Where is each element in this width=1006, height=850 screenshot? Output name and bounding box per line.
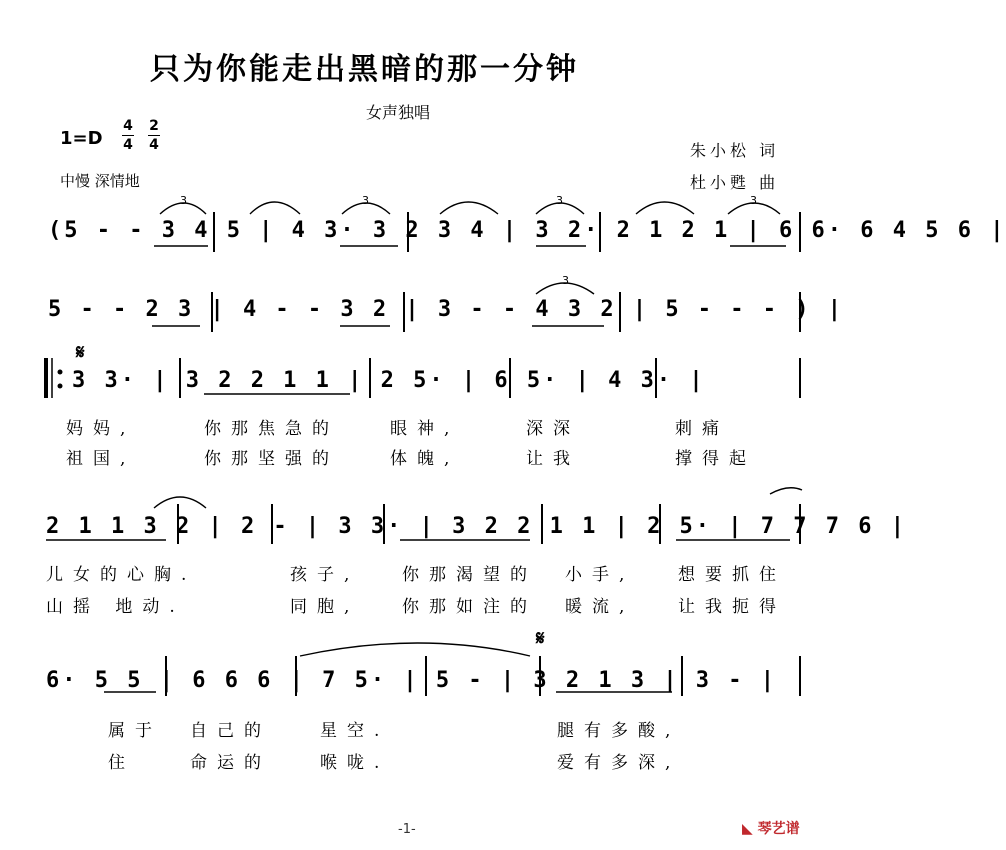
lyric-v1-row3-e: 刺痛 [675,419,729,439]
logo-mark-icon: ◣ [742,821,753,837]
lyric-v1-row5-a: 属于 [108,721,162,741]
lyric-v1-row5-c: 星空. [320,721,390,741]
lyric-v2-row4-e: 让我扼得 [678,597,786,617]
notation-row-4: 2 1 1 3 2 | 2 - | 3 3· | 3 2 2 1 1 | 2 5· | 7 7 7 6 | [46,514,907,539]
tuplet-num-5: 3 [562,274,569,287]
notation-row-1: (5 - - 3 4 5 | 4 3· 3 2 3 4 | 3 2· 2 1 2 1 | 6 6· 6 4 5 6 | [48,218,1006,243]
lyric-v1-row3-d: 深深 [526,419,580,439]
lyric-v2-row4-b: 同胞, [290,597,360,617]
lyric-v1-row4-d: 小手, [565,565,635,585]
logo-text: 琴艺谱 [757,821,800,837]
tuplet-num-2: 3 [362,194,369,207]
meter-a-numerator: 4 [123,118,133,134]
tuplet-num-1: 3 [180,194,187,207]
notation-row-3: 3 3· | 3 2 2 1 1 | 2 5· | 6 5· | 4 3· | [72,368,706,393]
repeat-dot [58,370,63,375]
lyric-v2-row4-a: 山摇 地动. [46,597,185,617]
lyric-v2-row5-c: 喉咙. [320,753,390,773]
segno-sign: 𝄋 [76,340,85,364]
lyric-v1-row4-a: 儿女的心胸. [46,565,197,585]
notation-row-5: 6· 5 5 | 6 6 6 | 7 5· | 5 - | 3 2 1 3 | 3 - | [46,668,778,693]
lyric-v2-row3-d: 让我 [526,449,580,469]
lyric-v1-row5-d: 腿有多酸, [557,721,681,741]
tie-slur-3 [636,202,694,214]
lyric-v1-row3-b: 你那焦急的 [204,419,339,439]
tuplet-num-3: 3 [556,194,563,207]
lyricist-credit: 朱小松 词 [690,141,780,160]
lyric-v1-row4-c: 你那渴望的 [402,565,537,585]
phrase-slur-row4-end [770,488,802,494]
tuplet-num-4: 3 [750,194,757,207]
song-title: 只为你能走出黑暗的那一分钟 [150,52,579,87]
lyric-v2-row5-d: 爱有多深, [557,753,681,773]
lyric-v2-row4-d: 暖流, [565,597,635,617]
composer-credit: 杜小甦 曲 [690,173,780,192]
meter-b-numerator: 2 [149,118,159,134]
lyric-v1-row3-c: 眼神, [390,419,460,439]
lyric-v1-row3-a: 妈妈, [66,419,136,439]
meter-b-denominator: 4 [149,137,159,153]
tie-slur-1 [250,202,300,214]
lyric-v2-row5-a: 住 [108,753,135,773]
tempo-marking: 中慢 深情地 [60,172,140,190]
lyric-v2-row3-b: 你那坚强的 [204,449,339,469]
meter-a-denominator: 4 [123,137,133,153]
lyric-v2-row3-a: 祖国, [66,449,136,469]
song-subtitle: 女声独唱 [366,103,431,122]
lyric-v1-row5-b: 自己的 [190,721,271,741]
phrase-slur-row4 [154,497,206,508]
lyric-v2-row4-c: 你那如注的 [402,597,537,617]
tie-slur-2 [440,202,498,214]
lyric-v2-row3-c: 体魄, [390,449,460,469]
page-number: -1- [398,822,416,837]
repeat-dot [58,384,63,389]
lyric-v1-row4-b: 孩子, [290,565,360,585]
lyric-v1-row4-e: 想要抓住 [678,565,786,585]
notation-row-2: 5 - - 2 3 | 4 - - 3 2 | 3 - - 4 3 2 | 5 - - - ) | [48,297,845,322]
lyric-v2-row5-b: 命运的 [190,753,271,773]
lyric-v2-row3-e: 撑得起 [675,449,756,469]
phrase-slur-row5 [300,643,530,656]
key-signature: 1=D [60,128,103,149]
segno-sign-2: 𝄋 [536,626,545,650]
